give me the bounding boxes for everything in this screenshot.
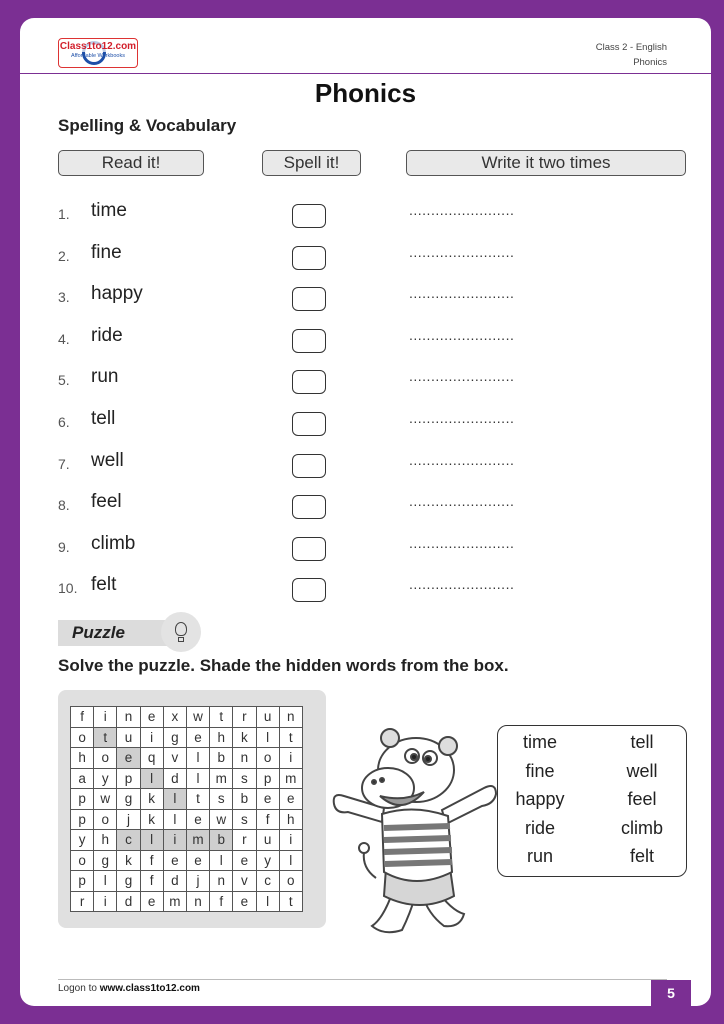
grid-cell[interactable]: n [186,891,209,912]
grid-row [71,891,303,912]
grid-cell[interactable]: l [163,809,186,830]
word-text: run [91,366,119,388]
grid-cell[interactable]: e [140,891,163,912]
grid-cell[interactable]: v [163,748,186,769]
grid-cell[interactable]: y [256,850,279,871]
grid-cell[interactable]: h [94,830,117,851]
puzzle-instruction: Solve the puzzle. Shade the hidden words from the box. [58,656,509,675]
grid-cell[interactable]: h [279,809,302,830]
grid-cell[interactable]: u [117,727,140,748]
grid-cell[interactable]: l [94,871,117,892]
grid-cell[interactable]: g [117,871,140,892]
grid-cell[interactable]: i [140,727,163,748]
spell-checkbox[interactable] [292,578,326,602]
grid-cell[interactable]: b [210,748,233,769]
grid-cell[interactable]: h [210,727,233,748]
grid-cell[interactable]: c [256,871,279,892]
grid-cell[interactable]: v [233,871,256,892]
grid-cell[interactable]: o [71,727,94,748]
word-text: felt [91,574,117,596]
write-line: ........................ [409,576,515,593]
grid-cell[interactable]: s [210,789,233,810]
grid-cell[interactable]: o [279,871,302,892]
grid-cell[interactable]: n [233,748,256,769]
grid-cell[interactable]: h [71,748,94,769]
column-read-it: Read it! [58,150,204,176]
footer-prefix: Logon to [58,983,100,994]
word-text: climb [91,532,136,554]
grid-cell[interactable]: i [163,830,186,851]
class-label: Class 2 - English [595,42,667,53]
grid-cell[interactable]: r [233,830,256,851]
hippo-illustration [324,718,504,938]
grid-cell[interactable]: f [140,871,163,892]
logo-name: Class1to12.com [59,41,137,52]
word-number: 3. [58,289,70,306]
grid-cell[interactable]: l [186,768,209,789]
grid-cell[interactable]: k [140,789,163,810]
grid-cell[interactable]: o [94,748,117,769]
grid-cell[interactable]: l [256,891,279,912]
write-line: ........................ [409,202,515,218]
grid-cell[interactable]: k [140,809,163,830]
footer-divider [58,979,667,980]
grid-cell[interactable]: g [163,727,186,748]
word-box-item: well [626,760,658,781]
logo-tagline: Affordable Workbooks [71,53,125,59]
grid-cell[interactable]: d [117,891,140,912]
grid-cell[interactable]: w [186,707,209,728]
grid-row [71,727,303,748]
grid-cell[interactable]: u [256,707,279,728]
footer-text [58,983,200,994]
grid-cell[interactable]: r [71,891,94,912]
grid-cell[interactable]: a [71,768,94,789]
grid-cell[interactable]: m [210,768,233,789]
grid-cell[interactable]: b [210,830,233,851]
word-row [20,364,711,394]
word-number: 7. [58,455,70,472]
grid-cell[interactable]: e [279,789,302,810]
word-row [20,572,711,602]
word-box-item: fine [525,760,555,781]
grid-cell[interactable]: r [233,707,256,728]
word-number: 8. [58,497,70,514]
header-divider [20,73,711,74]
grid-cell[interactable]: l [210,850,233,871]
grid-cell[interactable]: d [163,768,186,789]
grid-cell[interactable]: l [140,830,163,851]
word-box-item: happy [515,789,565,809]
word-row [20,406,711,436]
grid-cell[interactable]: l [186,748,209,769]
grid-cell[interactable]: e [163,850,186,871]
grid-cell[interactable]: t [210,707,233,728]
word-text: tell [91,408,116,429]
grid-cell[interactable]: p [117,768,140,789]
grid-cell[interactable]: i [279,830,302,851]
word-box-item: feel [627,789,657,809]
puzzle-tag [58,620,170,646]
word-row [20,531,711,561]
write-line: ........................ [409,451,515,468]
grid-cell[interactable]: q [140,748,163,769]
class1to12-logo [58,38,138,68]
grid-cell[interactable]: m [163,891,186,912]
grid-row [71,809,303,830]
grid-cell[interactable]: p [71,871,94,892]
grid-cell[interactable]: e [140,707,163,728]
grid-row [71,789,303,810]
grid-cell[interactable]: l [163,789,186,810]
grid-cell[interactable]: w [210,809,233,830]
word-row [20,489,711,519]
word-number: 2. [58,247,70,264]
grid-row [71,707,303,728]
page-title: Phonics [314,78,417,108]
grid-cell[interactable]: i [94,707,117,728]
grid-cell[interactable]: e [117,748,140,769]
column-write-it: Write it two times [406,150,686,176]
grid-row [71,850,303,871]
grid-cell[interactable]: y [94,768,117,789]
puzzle-tag-label: Puzzle [72,623,125,642]
grid-cell[interactable]: o [71,850,94,871]
grid-cell[interactable]: j [186,871,209,892]
word-search-grid [70,706,303,912]
grid-cell[interactable]: s [233,809,256,830]
grid-row [71,748,303,769]
worksheet-page [20,18,711,1006]
spell-checkbox[interactable] [292,204,326,228]
write-line: ........................ [409,410,515,426]
grid-cell[interactable]: m [279,768,302,789]
word-number: 4. [58,330,70,347]
word-row [20,281,711,311]
word-number: 9. [58,538,70,555]
subject-label: Phonics [633,57,667,68]
grid-cell[interactable]: p [71,809,94,830]
word-text: time [91,200,127,221]
word-number: 10. [58,580,78,597]
spell-checkbox[interactable] [292,412,326,436]
word-search-panel [58,690,326,928]
grid-cell[interactable]: t [94,727,117,748]
grid-cell[interactable]: s [233,768,256,789]
grid-cell[interactable]: g [117,789,140,810]
grid-cell[interactable]: p [256,768,279,789]
section-title: Spelling & Vocabulary [58,116,237,135]
header-info [596,40,667,70]
grid-cell[interactable]: p [71,789,94,810]
write-line: ........................ [409,534,515,551]
page-number: 5 [651,980,691,1006]
grid-cell[interactable]: e [256,789,279,810]
grid-cell[interactable]: f [71,707,94,728]
footer-site-link[interactable]: www.class1to12.com [99,983,200,994]
grid-cell[interactable]: g [94,850,117,871]
grid-cell[interactable]: e [186,850,209,871]
grid-cell[interactable]: n [279,707,302,728]
column-spell-it: Spell it! [262,150,361,176]
word-box-item: tell [630,732,654,752]
word-number: 1. [58,206,70,222]
word-box-item: run [526,846,553,866]
spell-checkbox[interactable] [292,537,326,561]
word-text: ride [91,324,123,346]
grid-cell[interactable]: x [163,707,186,728]
grid-cell[interactable]: m [186,830,209,851]
word-row [20,198,711,228]
spell-checkbox[interactable] [292,370,326,394]
grid-row [71,768,303,789]
spell-checkbox[interactable] [292,329,326,353]
word-text: well [91,449,124,471]
grid-cell[interactable]: k [233,727,256,748]
grid-cell[interactable]: e [233,850,256,871]
grid-cell[interactable]: b [233,789,256,810]
word-row [20,323,711,353]
grid-cell[interactable]: k [117,850,140,871]
grid-cell[interactable]: t [279,891,302,912]
grid-cell[interactable]: f [210,891,233,912]
grid-cell[interactable]: e [186,727,209,748]
spell-checkbox[interactable] [292,287,326,311]
grid-row [71,871,303,892]
word-box [497,725,687,877]
word-box-item: time [522,732,557,752]
grid-cell[interactable]: i [279,748,302,769]
word-text: feel [91,491,122,513]
word-number: 5. [58,372,70,389]
grid-cell[interactable]: u [256,830,279,851]
grid-cell[interactable]: i [94,891,117,912]
grid-cell[interactable]: f [140,850,163,871]
grid-cell[interactable]: f [256,809,279,830]
grid-cell[interactable]: n [210,871,233,892]
spell-checkbox[interactable] [292,495,326,519]
grid-cell[interactable]: y [71,830,94,851]
grid-cell[interactable]: n [117,707,140,728]
grid-cell[interactable]: t [279,727,302,748]
spell-checkbox[interactable] [292,454,326,478]
grid-cell[interactable]: w [94,789,117,810]
write-line: ........................ [409,243,515,260]
word-box-item: ride [524,817,555,838]
grid-cell[interactable]: t [186,789,209,810]
word-row [20,448,711,478]
spell-checkbox[interactable] [292,246,326,270]
grid-cell[interactable]: l [279,850,302,871]
word-text: fine [91,241,122,263]
word-box-item: felt [629,846,654,866]
grid-cell[interactable]: o [256,748,279,769]
write-line: ........................ [409,368,515,385]
grid-cell[interactable]: l [256,727,279,748]
grid-cell[interactable]: l [140,768,163,789]
lightbulb-icon [161,612,201,652]
grid-cell[interactable]: e [233,891,256,912]
word-row [20,240,711,270]
word-box-item: climb [620,817,663,838]
grid-cell[interactable]: o [94,809,117,830]
grid-cell[interactable]: d [163,871,186,892]
write-line: ........................ [409,285,515,302]
grid-cell[interactable]: c [117,830,140,851]
grid-row [71,830,303,851]
word-text: happy [91,283,143,305]
grid-cell[interactable]: j [117,809,140,830]
write-line: ........................ [409,493,515,510]
grid-cell[interactable]: e [186,809,209,830]
write-line: ........................ [409,326,515,343]
word-number: 6. [58,414,70,430]
